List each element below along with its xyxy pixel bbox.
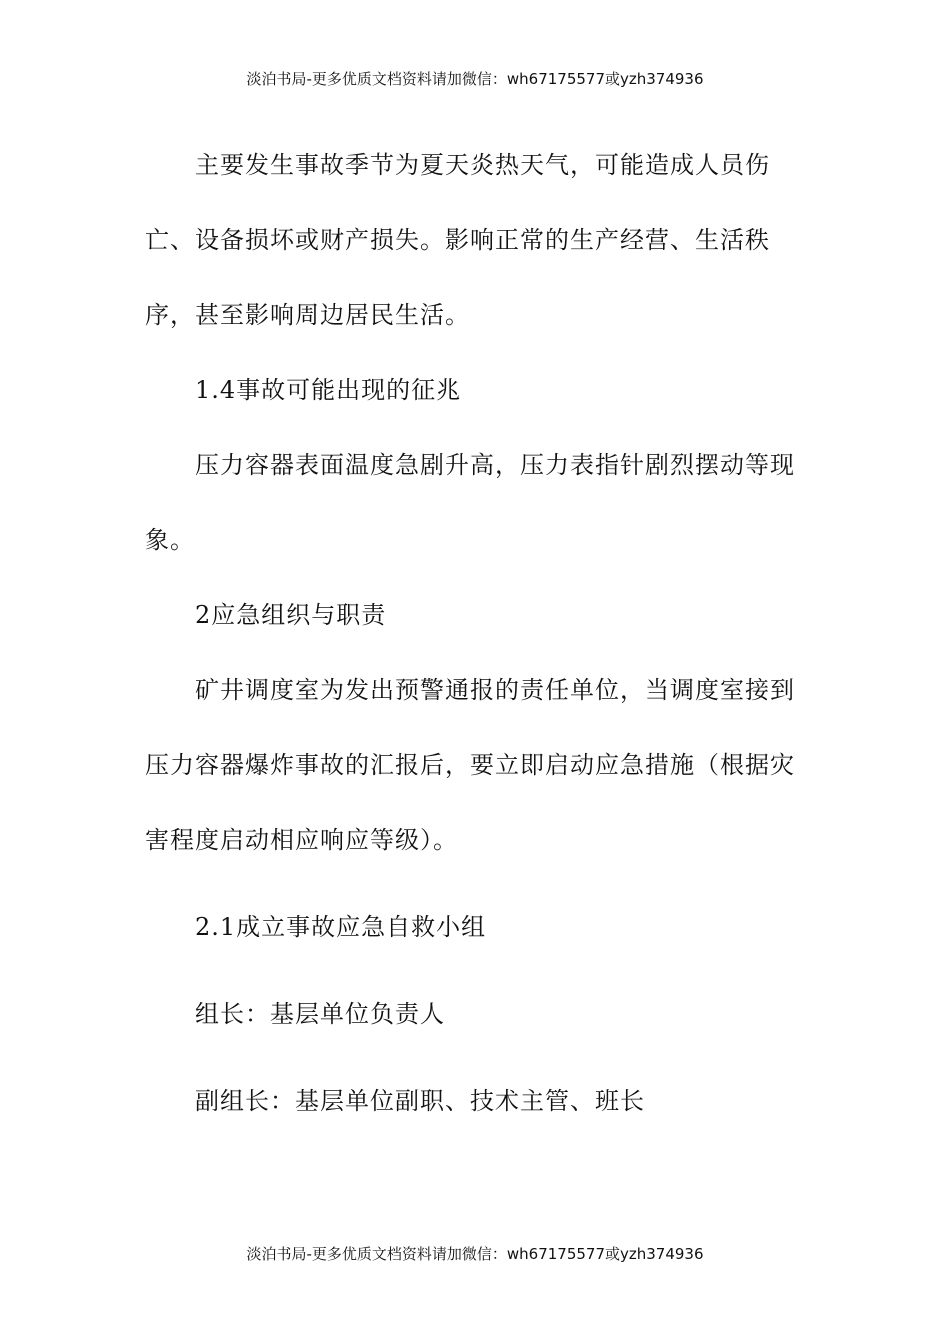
paragraph-accident-consequences: 主要发生事故季节为夏天炎热天气，可能造成人员伤亡、设备损坏或财产损失。影响正常的生产经营、生活秩序，甚至影响周边居民生活。 [145, 151, 770, 329]
page-footer-watermark: 淡泊书局-更多优质文档资料请加微信：wh67175577或yzh374936 [246, 1245, 704, 1263]
paragraph-group-leader: 组长：基层单位负责人 [195, 1000, 445, 1028]
heading-2-emergency-organization: 2应急组织与职责 [195, 601, 387, 629]
page-header-watermark: 淡泊书局-更多优质文档资料请加微信：wh67175577或yzh374936 [246, 70, 704, 88]
paragraph-deputy-group-leader: 副组长：基层单位副职、技术主管、班长 [195, 1087, 645, 1115]
paragraph-accident-signs: 压力容器表面温度急剧升高，压力表指针剧烈摆动等现象。 [145, 451, 795, 554]
heading-2-1-rescue-group: 2.1成立事故应急自救小组 [195, 913, 487, 941]
paragraph-dispatch-responsibility: 矿井调度室为发出预警通报的责任单位，当调度室接到压力容器爆炸事故的汇报后，要立即启动应急措施（根据灾害程度启动相应响应等级）。 [145, 676, 795, 854]
document-body [145, 128, 795, 1139]
heading-1-4-accident-signs: 1.4事故可能出现的征兆 [195, 376, 462, 404]
